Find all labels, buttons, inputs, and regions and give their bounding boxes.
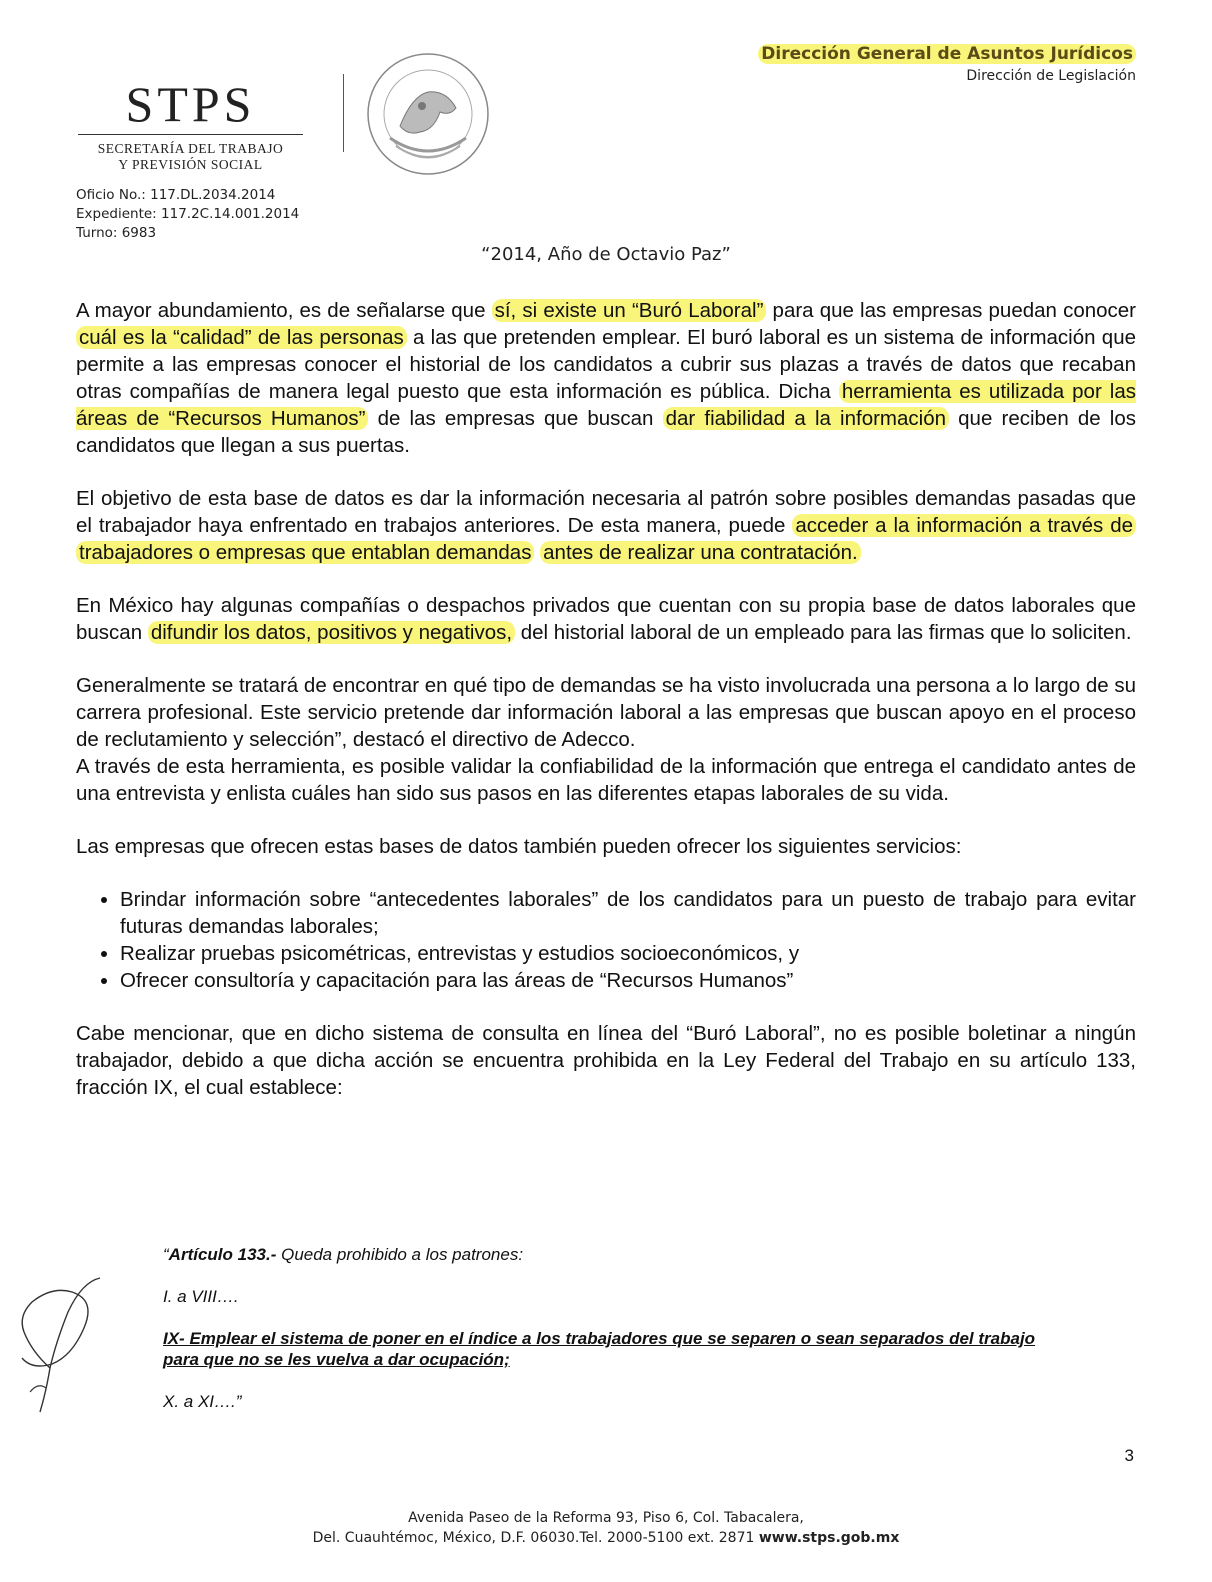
services-list — [76, 886, 1136, 994]
highlight: antes de realizar una contratación. — [540, 541, 861, 564]
law-quote — [163, 1244, 1043, 1433]
department-title: Dirección General de Asuntos Jurídicos — [758, 44, 1136, 64]
highlight: acceder a la información a través de — [792, 514, 1136, 537]
highlight: herramienta es utilizada por las áreas de “Recursos Humanos” — [76, 380, 1136, 430]
footer — [0, 1508, 1212, 1548]
list-item: • Realizar pruebas psicométricas, entrevistas y estudios socioeconómicos, y — [120, 940, 1136, 967]
law-line-2: IX- Emplear el sistema de poner en el índice a los trabajadores que se separen o sean separados del trabajo para que no se les vuelva a dar ocupación; — [163, 1329, 1036, 1369]
letter-body — [76, 297, 1136, 1127]
logo-subtitle-1: SECRETARÍA DEL TRABAJO — [97, 141, 284, 156]
paragraph-1: A mayor abundamiento, es de señalarse que sí, si existe un “Buró Laboral” para que las empresas puedan conocer cuál es la “calidad” de las personas a las que pretenden emplear. El buró laboral es un sistema de información que permite a las empresas conocer el historial de los candidatos a cubrir sus plazas a través de datos que recaban otras compañías de manera legal puesto que esta información es pública. Dicha herramienta es utilizada por las áreas de “Recursos Humanos” de las empresas que buscan dar fiabilidad a la información que reciben de los candidatos que llegan a sus puertas. — [76, 299, 1136, 457]
paragraph-4: Generalmente se tratará de encontrar en qué tipo de demandas se ha visto involucrada una persona a lo largo de su carrera profesional. Este servicio pretende dar información laboral a las empresas que buscan apoyo en el proceso de reclutamiento y selección”, destacó el directivo de Adecco. — [76, 674, 1136, 751]
handwritten-signature-icon — [12, 1272, 117, 1422]
stps-logo-text: STPS — [125, 76, 256, 132]
article-title: Artículo 133.- — [168, 1245, 277, 1264]
document-reference — [76, 186, 299, 243]
paragraph-7: Cabe mencionar, que en dicho sistema de consulta en línea del “Buró Laboral”, no es posible boletinar a ningún trabajador, debido a que dicha acción se encuentra prohibida en la Ley Federal del Trabajo en su artículo 133, fracción IX, el cual establece: — [76, 1022, 1136, 1099]
footer-website-link[interactable]: www.stps.gob.mx — [758, 1530, 900, 1546]
highlight: dar fiabilidad a la información — [663, 407, 949, 430]
law-line-1: I. a VIII…. — [163, 1287, 239, 1306]
logo-subtitle-2: Y PREVISIÓN SOCIAL — [118, 157, 263, 172]
expediente-number: Expediente: 117.2C.14.001.2014 — [76, 206, 300, 222]
law-intro: “Artículo 133.- Queda prohibido a los patrones: — [163, 1245, 524, 1264]
footer-contact: Del. Cuauhtémoc, México, D.F. 06030.Tel. 2000-5100 ext. 2871 www.stps.gob.mx — [312, 1530, 900, 1546]
header-vertical-divider — [343, 74, 344, 152]
stps-logo — [78, 78, 303, 173]
highlight: difundir los datos, positivos y negativos, — [148, 621, 515, 644]
paragraph-2: El objetivo de esta base de datos es dar la información necesaria al patrón sobre posibles demandas pasadas que el trabajador haya enfrentado en trabajos anteriores. De esta manera, puede acceder a la información a través de trabajadores o empresas que entablan demandas antes de realizar una contratación. — [76, 487, 1136, 564]
footer-address: Avenida Paseo de la Reforma 93, Piso 6, Col. Tabacalera, — [408, 1510, 804, 1526]
paragraph-5: A través de esta herramienta, es posible validar la confiabilidad de la información que entrega el candidato antes de una entrevista y enlista cuáles han sido sus pasos en las diferentes etapas laborales de su vida. — [76, 755, 1136, 805]
paragraph-3: En México hay algunas compañías o despachos privados que cuentan con su propia base de datos laborales que buscan difundir los datos, positivos y negativos, del historial laboral de un empleado para las firmas que lo soliciten. — [76, 594, 1136, 644]
page-number: 3 — [1124, 1446, 1134, 1465]
highlight: sí, si existe un “Buró Laboral” — [492, 299, 767, 322]
subdepartment-title: Dirección de Legislación — [966, 68, 1136, 84]
list-item: • Brindar información sobre “antecedentes laborales” de los candidatos para un puesto de trabajo para evitar futuras demandas laborales; — [120, 886, 1136, 940]
oficio-number: Oficio No.: 117.DL.2034.2014 — [76, 187, 276, 203]
law-line-3: X. a XI….” — [163, 1392, 242, 1411]
list-item: • Ofrecer consultoría y capacitación para las áreas de “Recursos Humanos” — [120, 967, 1136, 994]
highlight: trabajadores o empresas que entablan demandas — [76, 541, 534, 564]
mexico-coat-of-arms-seal-icon — [360, 46, 496, 182]
logo-divider — [78, 134, 303, 135]
highlight: cuál es la “calidad” de las personas — [76, 326, 407, 349]
turno-number: Turno: 6983 — [76, 225, 157, 241]
paragraph-6: Las empresas que ofrecen estas bases de datos también pueden ofrecer los siguientes servicios: — [76, 835, 962, 858]
year-motto: “2014, Año de Octavio Paz” — [481, 244, 731, 265]
